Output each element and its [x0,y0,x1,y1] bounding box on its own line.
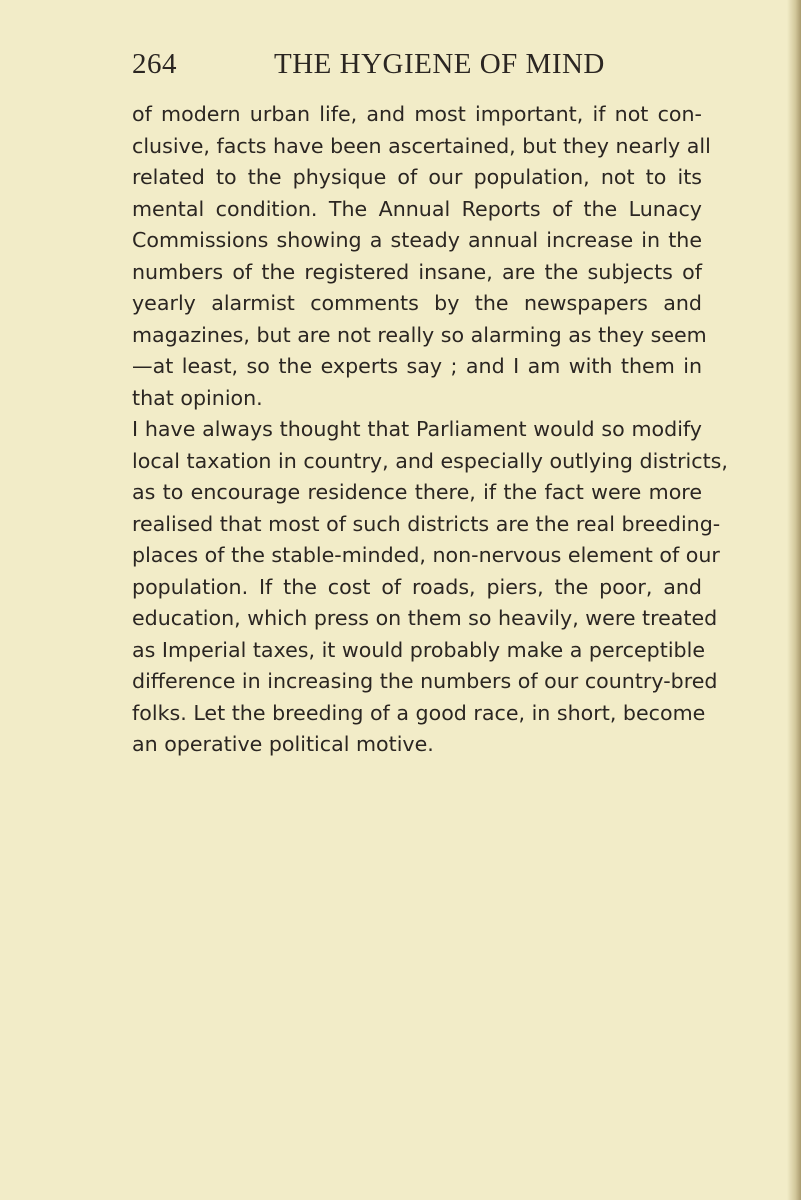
text-line: numbers of the registered insane, are the subjects of [132,259,702,284]
running-title: THE HYGIENE OF MIND [274,48,605,80]
text-line: difference in increasing the numbers of our country-bred [132,669,718,693]
text-line: that opinion. [132,385,263,410]
text-line: local taxation in country, and especially outlying districts, [132,448,728,473]
text-line: magazines, but are not really so alarming as they seem [132,322,707,347]
text-line: I have always thought that Parliament would so modify [132,417,702,441]
text-line: of modern urban life, and most important, if not con- [132,102,702,126]
text-line: places of the stable-minded, non-nervous element of our [132,543,720,567]
text-line: clusive, facts have been ascertained, but they nearly all [132,133,711,158]
paragraph-2 [132,414,728,761]
text-line: education, which press on them so heavily, were treated [132,606,718,630]
text-line: Commissions showing a steady annual increase in the [132,228,702,252]
page-number: 264 [132,48,177,80]
text-line: an operative political motive. [132,732,434,756]
paragraph-1 [132,99,711,414]
text-line: as to encourage residence there, if the fact were more [132,480,702,504]
page-edge-shadow [787,0,801,1200]
text-line: mental condition. The Annual Reports of the Lunacy [132,196,702,221]
running-head [132,48,692,88]
body-text [132,99,728,761]
text-line: as Imperial taxes, it would probably make a perceptible [132,637,706,662]
text-line: realised that most of such districts are the real breeding- [132,511,721,536]
text-line: related to the physique of our population, not to its [132,165,702,189]
text-line: yearly alarmist comments by the newspapers and [132,291,702,315]
text-line: population. If the cost of roads, piers, the poor, and [132,574,702,599]
text-line: —at least, so the experts say ; and I am with them in [132,354,702,378]
text-line: folks. Let the breeding of a good race, in short, become [132,700,706,725]
